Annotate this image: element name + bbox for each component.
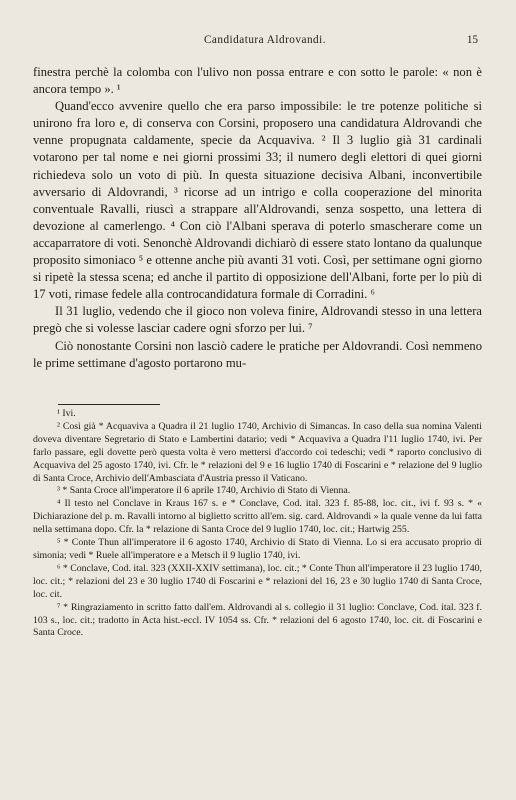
footnote: ⁵ * Conte Thun all'imperatore il 6 agosto 1740, Archivio di Stato di Vienna. Lo si era accusato proprio di simonia; vedi * Ruele all'imperatore e a Metsch il 9 luglio 1740, ivi. [33,537,482,561]
footnote: ⁷ * Ringraziamento in scritto fatto dall'em. Aldrovandi al s. collegio il 31 luglio: Conclave, Cod. ital. 323 f. 103 s., loc. cit.; tradotto in Acta hist.-eccl. IV 1054 ss. Cfr. * relazioni del 6 agosto 1740, loc. cit. di Foscarini e Santa Croce. [33,601,482,639]
footnote: ² Così già * Acquaviva a Quadra il 21 luglio 1740, Archivio di Simancas. In caso della sua nomina Valenti doveva diventare Segretario di Stato e Lambertini datario; vedi * Acquaviva a Quadra l'11 luglio 1740, ivi. Per farlo passare, egli dovette però questa volta è vero mettersi d'accordo coi tedeschi; vedi * raporto conclusivo di Acquaviva del 25 agosto 1740, ivi. Cfr. le * relazioni del 9 e 16 luglio 1740 di Foscarini e * relazione del 9 luglio di Santa Croce, Archivio dell'Ambasciata d'Austria presso il Vaticano. [33,420,482,484]
footnote: ³ * Santa Croce all'imperatore il 6 aprile 1740, Archivio di Stato di Vienna. [57,485,351,497]
paragraph: Quand'ecco avvenire quello che era parso impossibile: le tre potenze politiche si unirono fra loro e, di conserva con Corsini, proposero una candidatura Aldrovandi che venne propugnata caldamente, specie da Acquaviva. ² Il 3 luglio già 31 cardinali votarono per tal nome e nei giorni prossimi 33; il numero degli elettori di quei giorni richiedeva solo un voto di più. In questa situazione decisiva Albani, inconvertibile avversario di Aldovrandi, ³ ricorse ad un intrigo e colla cooperazione del minorita conventuale Ravalli, riuscì a strappare all'Aldrovandi, senza sospetto, una lettera di devozione al camerlengo. ⁴ Con ciò l'Albani sperava di poterlo smascherare come un accaparratore di voti. Senonchè Aldrovandi dichiarò di essere stato lontano da qualunque proposito simoniaco ⁵ e ottenne anche più avanti 31 voti. Così, per settimane ogni giorno si ripetè la stessa scena; ed anche il partito di opposizione dell'Albani, forte per lo più di 17 voti, rimase fedele alla controcandidatura formale di Corradini. ⁶ [33,99,482,302]
main-text [33,64,482,372]
footnotes [33,408,482,640]
page-header [32,34,478,50]
paragraph: finestra perchè la colomba con l'ulivo non possa entrare e con sotto le parole: « non è ancora tempo ». ¹ [33,65,482,97]
paragraph: Il 31 luglio, vedendo che il gioco non voleva finire, Aldrovandi stesso in una lettera pregò che si volesse lasciar cadere ogni sforzo per lui. ⁷ [33,304,482,336]
footnote: ⁶ * Conclave, Cod. ital. 323 (XXII-XXIV settimana), loc. cit.; * Conte Thun all'imperatore il 23 luglio 1740, loc. cit.; * relazioni del 23 e 30 luglio 1740 di Foscarini e * relazioni del 16, 23 e 30 luglio 1740 di Santa Croce, loc. cit. [33,562,482,600]
footnote-separator [58,404,160,405]
footnote: ¹ Ivi. [57,408,76,419]
paragraph: Ciò nonostante Corsini non lasciò cadere le pratiche per Aldovrandi. Così nemmeno le prime settimane d'agosto portarono mu- [33,338,482,370]
footnote: ⁴ Il testo nel Conclave in Kraus 167 s. e * Conclave, Cod. ital. 323 f. 85-88, loc. cit., ivi f. 93 s. * « Dichiarazione del p. m. Ravalli intorno al biglietto scritto all'em. sig. card. Aldrovandi » la quale venne da lui fatta nella settimana dopo. Cfr. la * relazione di Santa Croce del 9 luglio 1740, loc. cit.; Hartwig 255. [33,498,482,536]
running-title: Candidatura Aldrovandi. [203,34,327,46]
page-number: 15 [466,34,478,46]
